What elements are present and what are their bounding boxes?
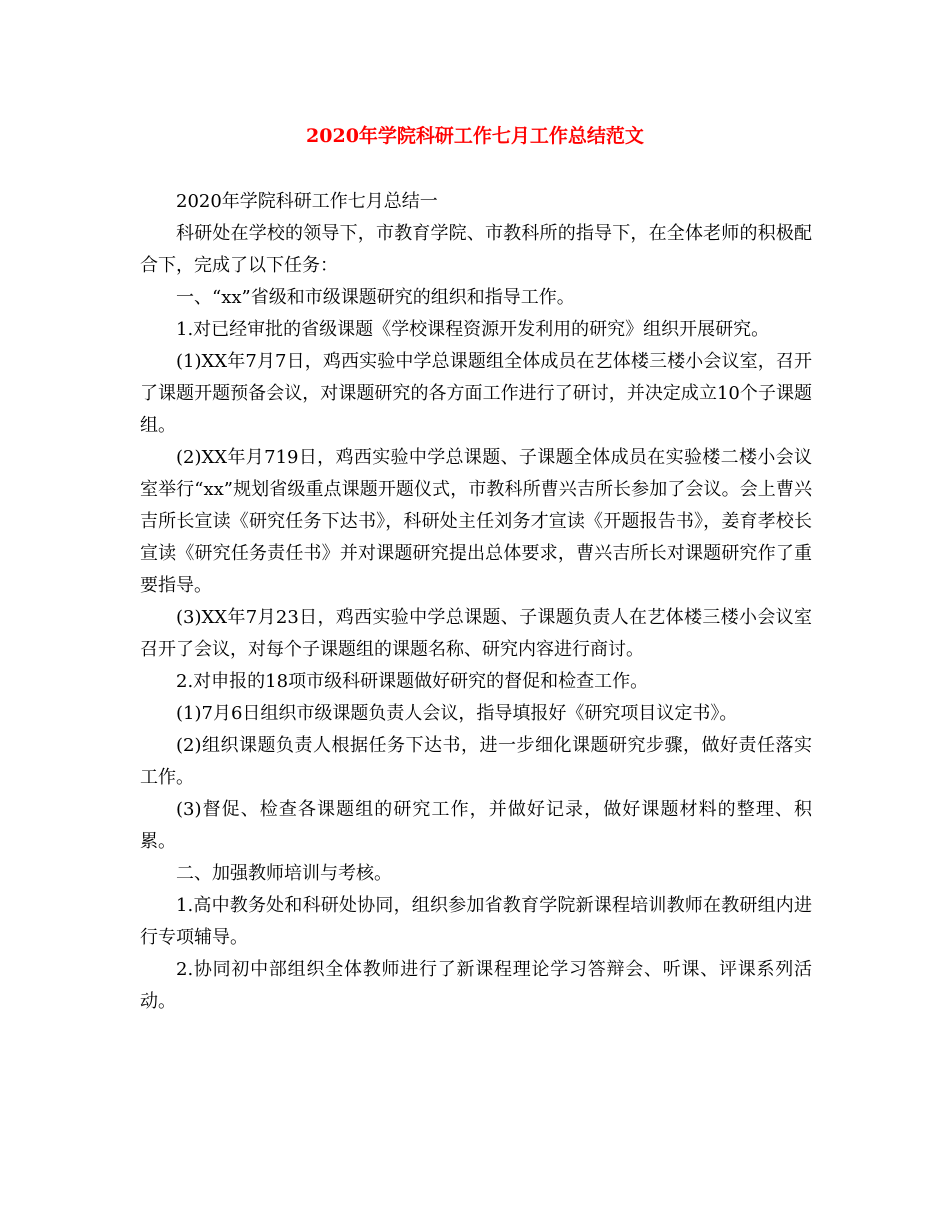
paragraph: 一、“xx”省级和市级课题研究的组织和指导工作。: [176, 287, 575, 308]
paragraph: 1.对已经审批的省级课题《学校课程资源开发利用的研究》组织开展研究。: [176, 319, 770, 340]
paragraph: (1)7月6日组织市级课题负责人会议，指导填报好《研究项目议定书》。: [176, 703, 738, 724]
paragraph: 二、加强教师培训与考核。: [176, 863, 392, 884]
paragraph: 1.高中教务处和科研处协同，组织参加省教育学院新课程培训教师在教研组内进行专项辅导。: [140, 895, 812, 948]
paragraph: 2.对申报的18项市级科研课题做好研究的督促和检查工作。: [176, 671, 649, 692]
paragraph: 科研处在学校的领导下，市教育学院、市教科所的指导下，在全体老师的积极配合下，完成了以下任务：: [140, 223, 812, 276]
document-body: [140, 186, 812, 1018]
paragraph: (1)XX年7月7日，鸡西实验中学总课题组全体成员在艺体楼三楼小会议室，召开了课题开题预备会议，对课题研究的各方面工作进行了研讨，并决定成立10个子课题组。: [140, 351, 812, 436]
paragraph: (3)督促、检查各课题组的研究工作，并做好记录，做好课题材料的整理、积累。: [140, 799, 812, 852]
paragraph: 2020年学院科研工作七月总结一: [176, 191, 438, 212]
paragraph: (2)组织课题负责人根据任务下达书，进一步细化课题研究步骤，做好责任落实工作。: [140, 735, 812, 788]
paragraph: (3)XX年7月23日，鸡西实验中学总课题、子课题负责人在艺体楼三楼小会议室召开了会议，对每个子课题组的课题名称、研究内容进行商讨。: [140, 607, 812, 660]
paragraph: 2.协同初中部组织全体教师进行了新课程理论学习答辩会、听课、评课系列活动。: [140, 959, 812, 1012]
document-title: 2020年学院科研工作七月工作总结范文: [306, 125, 644, 147]
paragraph: (2)XX年月719日，鸡西实验中学总课题、子课题全体成员在实验楼二楼小会议室举行“xx”规划省级重点课题开题仪式，市教科所曹兴吉所长参加了会议。会上曹兴吉所长宣读《研究任务下达书》，科研处主任刘务才宣读《开题报告书》，姜育孝校长宣读《研究任务责任书》并对课题研究提出总体要求，曹兴吉所长对课题研究作了重要指导。: [140, 447, 812, 596]
